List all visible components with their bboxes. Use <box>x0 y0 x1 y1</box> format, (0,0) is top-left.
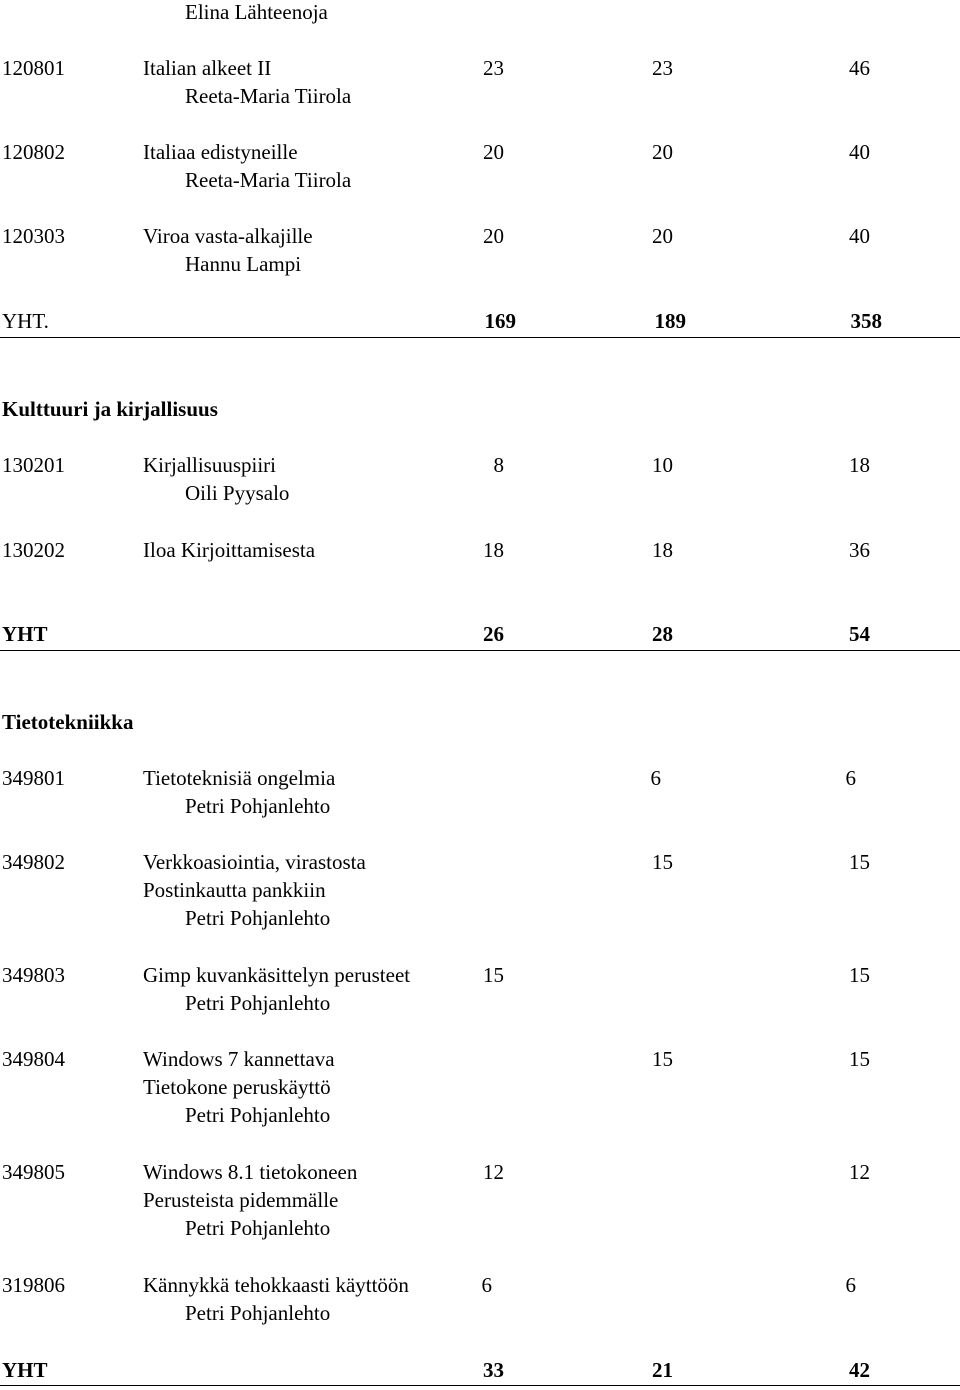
course-row-continuation <box>0 1101 960 1129</box>
course-code: 349802 <box>2 850 65 874</box>
count-total: 18 <box>849 453 870 477</box>
course-title: Windows 8.1 tietokoneen <box>143 1160 358 1184</box>
course-row <box>0 848 960 876</box>
course-subtitle: Postinkautta pankkiin <box>143 878 326 902</box>
total-b: 21 <box>652 1358 673 1382</box>
course-subtitle: Tietokone peruskäyttö <box>143 1075 331 1099</box>
total-sum: 358 <box>850 309 882 333</box>
count-a: 18 <box>483 538 504 562</box>
course-code: 120303 <box>2 224 65 248</box>
course-code: 349805 <box>2 1160 65 1184</box>
total-label: YHT <box>2 622 48 646</box>
course-code: 349801 <box>2 766 65 790</box>
course-row <box>0 1045 960 1073</box>
count-total: 36 <box>849 538 870 562</box>
teacher-name: Reeta-Maria Tiirola <box>185 168 352 192</box>
course-title: Italian alkeet II <box>143 56 272 80</box>
course-row <box>0 222 960 250</box>
count-b: 15 <box>652 1047 673 1071</box>
total-b: 189 <box>654 309 686 333</box>
teacher-name: Hannu Lampi <box>185 252 302 276</box>
course-title: Tietoteknisiä ongelmia <box>143 766 336 790</box>
count-a: 20 <box>483 224 504 248</box>
count-total: 40 <box>849 140 870 164</box>
divider <box>0 337 960 338</box>
total-row <box>0 620 960 648</box>
course-subtitle: Perusteista pidemmälle <box>143 1188 339 1212</box>
count-b: 6 <box>650 766 661 790</box>
section-heading: Tietotekniikka <box>2 710 134 734</box>
section-heading: Kulttuuri ja kirjallisuus <box>2 397 218 421</box>
course-row <box>0 536 960 564</box>
count-a: 15 <box>483 963 504 987</box>
course-row <box>0 451 960 479</box>
course-code: 120801 <box>2 56 65 80</box>
course-row-continuation <box>0 1073 960 1101</box>
teacher-name: Petri Pohjanlehto <box>185 1103 331 1127</box>
course-row-continuation <box>0 166 960 194</box>
total-label: YHT. <box>2 309 49 333</box>
count-b: 10 <box>652 453 673 477</box>
course-row-continuation <box>0 904 960 932</box>
teacher-name: Petri Pohjanlehto <box>185 1301 331 1325</box>
total-a: 33 <box>483 1358 504 1382</box>
divider <box>0 650 960 651</box>
count-a: 23 <box>483 56 504 80</box>
count-b: 18 <box>652 538 673 562</box>
course-row <box>0 1158 960 1186</box>
teacher-name: Petri Pohjanlehto <box>185 794 331 818</box>
course-code: 130201 <box>2 453 65 477</box>
course-row-continuation <box>0 792 960 820</box>
count-total: 6 <box>845 1273 856 1297</box>
course-row <box>0 764 960 792</box>
course-title: Viroa vasta-alkajille <box>143 224 313 248</box>
teacher-name: Elina Lähteenoja <box>185 0 328 24</box>
count-a: 8 <box>493 453 504 477</box>
course-row-continuation <box>0 989 960 1017</box>
course-row-continuation <box>0 876 960 904</box>
course-code: 130202 <box>2 538 65 562</box>
course-code: 120802 <box>2 140 65 164</box>
count-total: 40 <box>849 224 870 248</box>
total-a: 26 <box>483 622 504 646</box>
total-a: 169 <box>484 309 516 333</box>
course-row-continuation <box>0 82 960 110</box>
course-title: Gimp kuvankäsittelyn perusteet <box>143 963 411 987</box>
course-row-continuation <box>0 1214 960 1242</box>
course-code: 349804 <box>2 1047 65 1071</box>
count-b: 15 <box>652 850 673 874</box>
teacher-name: Petri Pohjanlehto <box>185 1216 331 1240</box>
course-title: Italiaa edistyneille <box>143 140 298 164</box>
count-total: 46 <box>849 56 870 80</box>
course-row <box>0 961 960 989</box>
total-b: 28 <box>652 622 673 646</box>
teacher-name: Reeta-Maria Tiirola <box>185 84 352 108</box>
total-sum: 54 <box>849 622 870 646</box>
course-row <box>0 1271 960 1299</box>
course-row-continuation <box>0 250 960 278</box>
teacher-name: Petri Pohjanlehto <box>185 906 331 930</box>
course-row-continuation <box>0 1299 960 1327</box>
teacher-name: Petri Pohjanlehto <box>185 991 331 1015</box>
count-a: 12 <box>483 1160 504 1184</box>
course-row <box>0 138 960 166</box>
course-code: 349803 <box>2 963 65 987</box>
count-b: 23 <box>652 56 673 80</box>
count-total: 15 <box>849 1047 870 1071</box>
course-title: Kännykkä tehokkaasti käyttöön <box>143 1273 409 1297</box>
total-label: YHT <box>2 1358 48 1382</box>
course-row-continuation <box>0 0 960 26</box>
course-code: 319806 <box>2 1273 65 1297</box>
course-title: Iloa Kirjoittamisesta <box>143 538 316 562</box>
course-row-continuation <box>0 1186 960 1214</box>
count-total: 15 <box>849 963 870 987</box>
total-sum: 42 <box>849 1358 870 1382</box>
count-b: 20 <box>652 140 673 164</box>
course-title: Verkkoasiointia, virastosta <box>143 850 366 874</box>
count-b: 20 <box>652 224 673 248</box>
count-total: 15 <box>849 850 870 874</box>
count-total: 12 <box>849 1160 870 1184</box>
teacher-name: Oili Pyysalo <box>185 481 290 505</box>
count-a: 20 <box>483 140 504 164</box>
divider <box>0 1385 960 1386</box>
count-total: 6 <box>845 766 856 790</box>
total-row <box>0 307 960 335</box>
course-title: Kirjallisuuspiiri <box>143 453 276 477</box>
course-title: Windows 7 kannettava <box>143 1047 335 1071</box>
count-a: 6 <box>481 1273 492 1297</box>
course-row-continuation <box>0 479 960 507</box>
course-row <box>0 54 960 82</box>
total-row <box>0 1356 960 1384</box>
